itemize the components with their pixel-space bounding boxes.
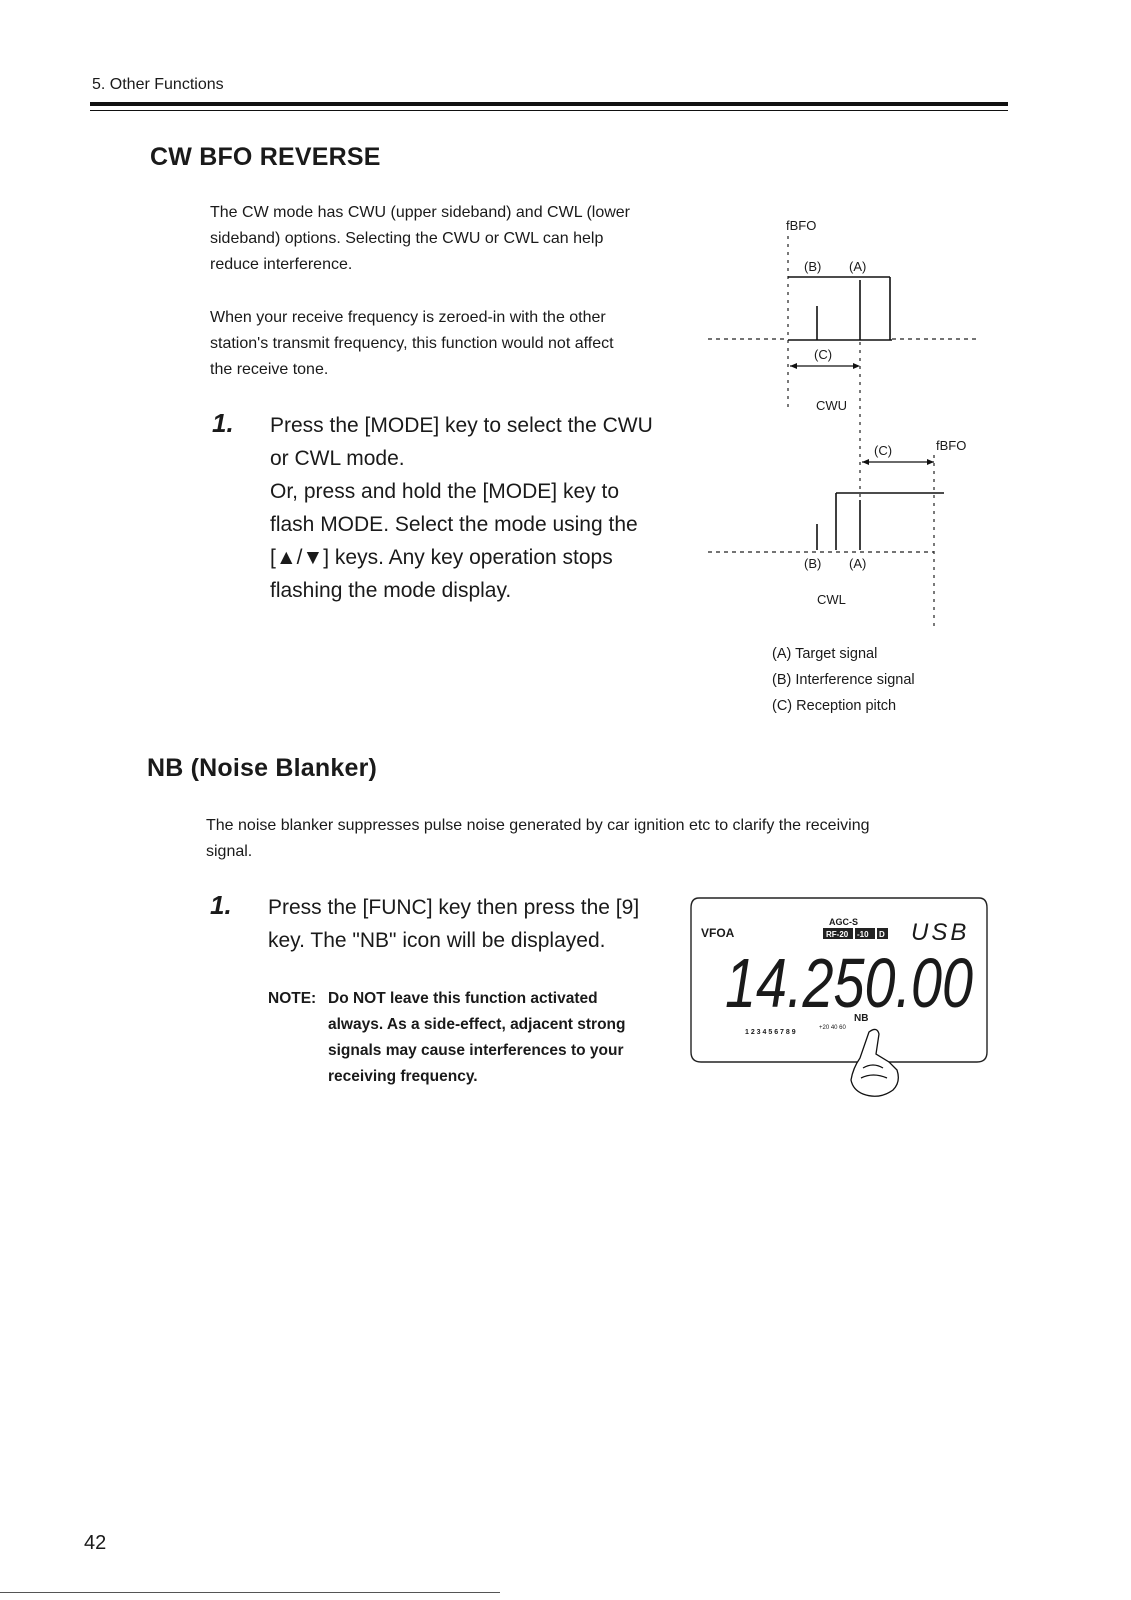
para-line: signal. <box>206 843 253 860</box>
mode-indicator: USB <box>911 919 970 946</box>
cw-bfo-para2 <box>210 305 680 383</box>
nb-note-text <box>328 986 678 1090</box>
para-line: the receive tone. <box>210 361 329 378</box>
pointing-hand-icon <box>851 1029 898 1096</box>
s-meter-scale: 1 2 3 4 5 6 7 8 9 <box>745 1029 796 1036</box>
legend-item-interference: (B) Interference signal <box>772 672 915 688</box>
step-line: or CWL mode. <box>270 447 405 470</box>
running-header: 5. Other Functions <box>92 76 224 93</box>
note-line: receiving frequency. <box>328 1068 478 1085</box>
note-line: signals may cause interferences to your <box>328 1042 624 1059</box>
step-line: flash MODE. Select the mode using the <box>270 513 638 536</box>
step-line: Press the [FUNC] key then press the [9] <box>268 896 640 919</box>
note-line: Do NOT leave this function activated <box>328 990 598 1007</box>
step-line: [▲/▼] keys. Any key operation stops <box>270 546 613 569</box>
label-c-top: (C) <box>814 347 833 362</box>
nb-title: NB (Noise Blanker) <box>147 754 378 782</box>
agc-indicator: AGC-S <box>829 917 858 927</box>
para-line: The CW mode has CWU (upper sideband) and CWL (lower <box>210 204 631 221</box>
label-b-bottom: (B) <box>804 556 822 571</box>
para-line: The noise blanker suppresses pulse noise generated by car ignition etc to clarify the receiving <box>206 817 870 834</box>
cwu-label: CWU <box>816 398 848 413</box>
label-b-top: (B) <box>804 259 822 274</box>
para-line: sideband) options. Selecting the CWU or CWL can help <box>210 230 604 247</box>
note-line: always. As a side-effect, adjacent strong <box>328 1016 626 1033</box>
nb-note-label: NOTE: <box>268 990 317 1007</box>
d-badge-text: D <box>879 930 885 939</box>
nb-step-number: 1. <box>210 890 232 920</box>
step-line: Or, press and hold the [MODE] key to <box>270 480 619 503</box>
legend-item-target: (A) Target signal <box>772 646 878 662</box>
header-rule-thin <box>90 110 1008 111</box>
nb-icon: NB <box>854 1013 869 1024</box>
label-a-top: (A) <box>849 259 867 274</box>
cw-bfo-para1 <box>210 200 680 278</box>
cw-bfo-step-number: 1. <box>212 408 234 438</box>
vfo-indicator: VFOA <box>701 926 735 940</box>
arrow-head-right-2 <box>927 459 934 465</box>
cw-bfo-title: CW BFO REVERSE <box>150 143 381 171</box>
bfo-reverse-diagram <box>700 200 1000 640</box>
arrow-head-left-2 <box>862 459 869 465</box>
s-meter-plus-scale: +20 40 60 <box>819 1025 846 1031</box>
para-line: reduce interference. <box>210 256 353 273</box>
label-c-bottom: (C) <box>874 443 893 458</box>
page-number: 42 <box>84 1532 107 1554</box>
step-line: key. The "NB" icon will be displayed. <box>268 929 606 952</box>
nb-step-text <box>268 891 688 957</box>
step-line: flashing the mode display. <box>270 579 512 602</box>
header-rule-thick <box>90 102 1008 106</box>
nb-para <box>206 813 1006 865</box>
lcd-display <box>683 892 993 1132</box>
rf-badge-text: RF-20 <box>826 930 849 939</box>
diagram-legend <box>772 641 915 719</box>
bottom-rule <box>0 1592 500 1593</box>
para-line: When your receive frequency is zeroed-in with the other <box>210 309 606 326</box>
cwl-label: CWL <box>817 592 846 607</box>
arrow-head-right <box>853 363 860 369</box>
att-badge-text: -10 <box>857 930 869 939</box>
legend-item-pitch: (C) Reception pitch <box>772 698 897 714</box>
fbfo-label-bottom: fBFO <box>936 438 967 453</box>
frequency-readout: 14.250.00 <box>725 944 974 1022</box>
cw-bfo-step-text <box>270 409 690 607</box>
label-a-bottom: (A) <box>849 556 867 571</box>
arrow-head-left <box>790 363 797 369</box>
fbfo-label-top: fBFO <box>786 218 817 233</box>
step-line: Press the [MODE] key to select the CWU <box>270 414 653 437</box>
para-line: station's transmit frequency, this function would not affect <box>210 335 614 352</box>
